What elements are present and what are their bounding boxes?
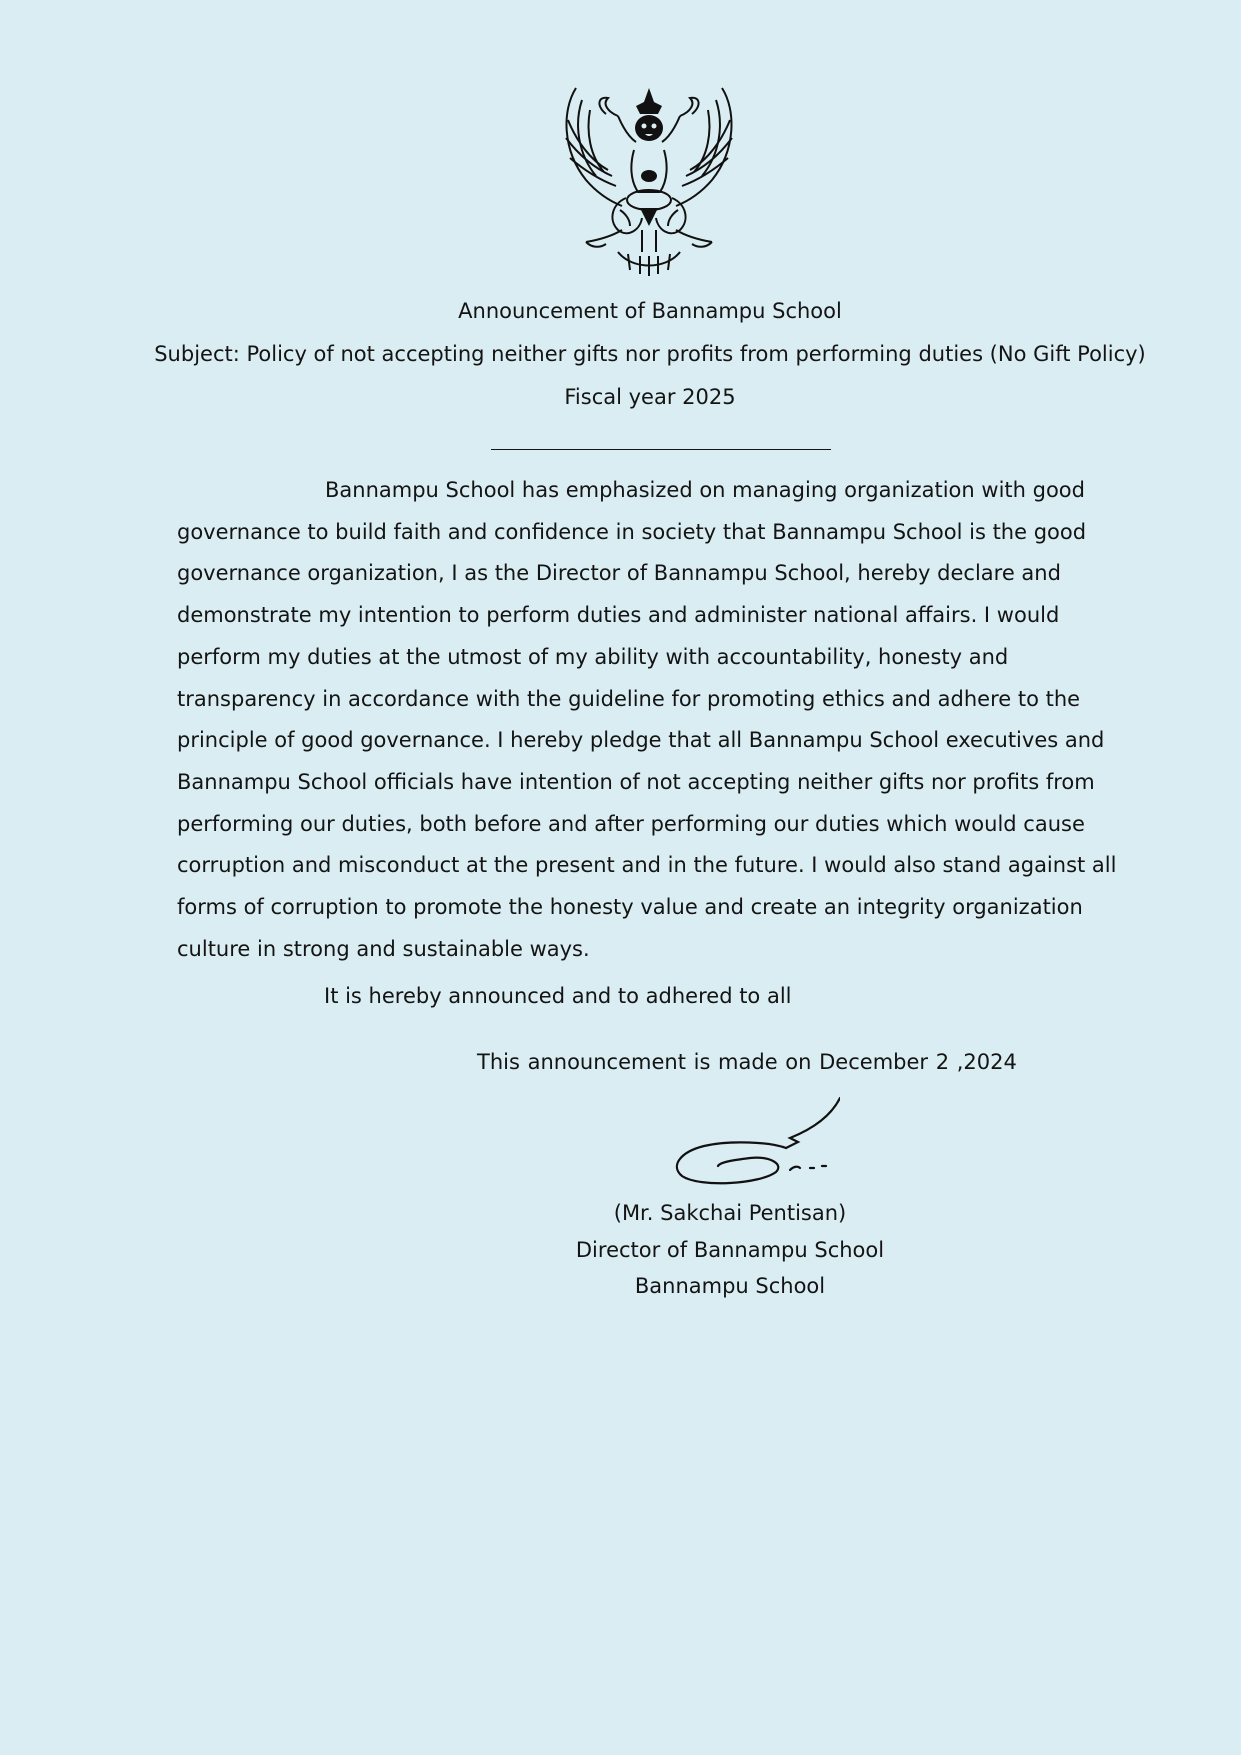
announcement-statement: It is hereby announced and to adhered to all xyxy=(324,984,792,1008)
announcement-date: This announcement is made on December 2 ,2024 xyxy=(477,1050,1017,1074)
signatory-organization: Bannampu School xyxy=(634,1274,826,1298)
garuda-emblem-icon xyxy=(556,80,742,276)
announcement-subject: Subject: Policy of not accepting neither gifts nor profits from performing duties (No Gift Policy) xyxy=(154,342,1146,366)
fiscal-year: Fiscal year 2025 xyxy=(564,385,736,409)
announcement-title: Announcement of Bannampu School xyxy=(458,299,842,323)
signatory-position: Director of Bannampu School xyxy=(575,1238,885,1262)
announcement-body: Bannampu School has emphasized on managing organization with good governance to build faith and confidence in society that Bannampu School is the good governance organization, I as the Director of Bannampu School, hereby declare and demonstrate my intention to perform duties and administer national affairs. I would perform my duties at the utmost of my ability with accountability, honesty and transparency in accordance with the guideline for promoting ethics and adhere to the principle of good governance. I hereby pledge that all Bannampu School executives and Bannampu School officials have intention of not accepting neither gifts nor profits from performing our duties, both before and after performing our duties which would cause corruption and misconduct at the present and in the future. I would also stand against all forms of corruption to promote the honesty value and create an integrity organization culture in strong and sustainable ways. xyxy=(177,478,1117,961)
signatory-name: (Mr. Sakchai Pentisan) xyxy=(613,1201,847,1225)
title-divider xyxy=(491,449,831,450)
signature-image xyxy=(660,1096,840,1192)
